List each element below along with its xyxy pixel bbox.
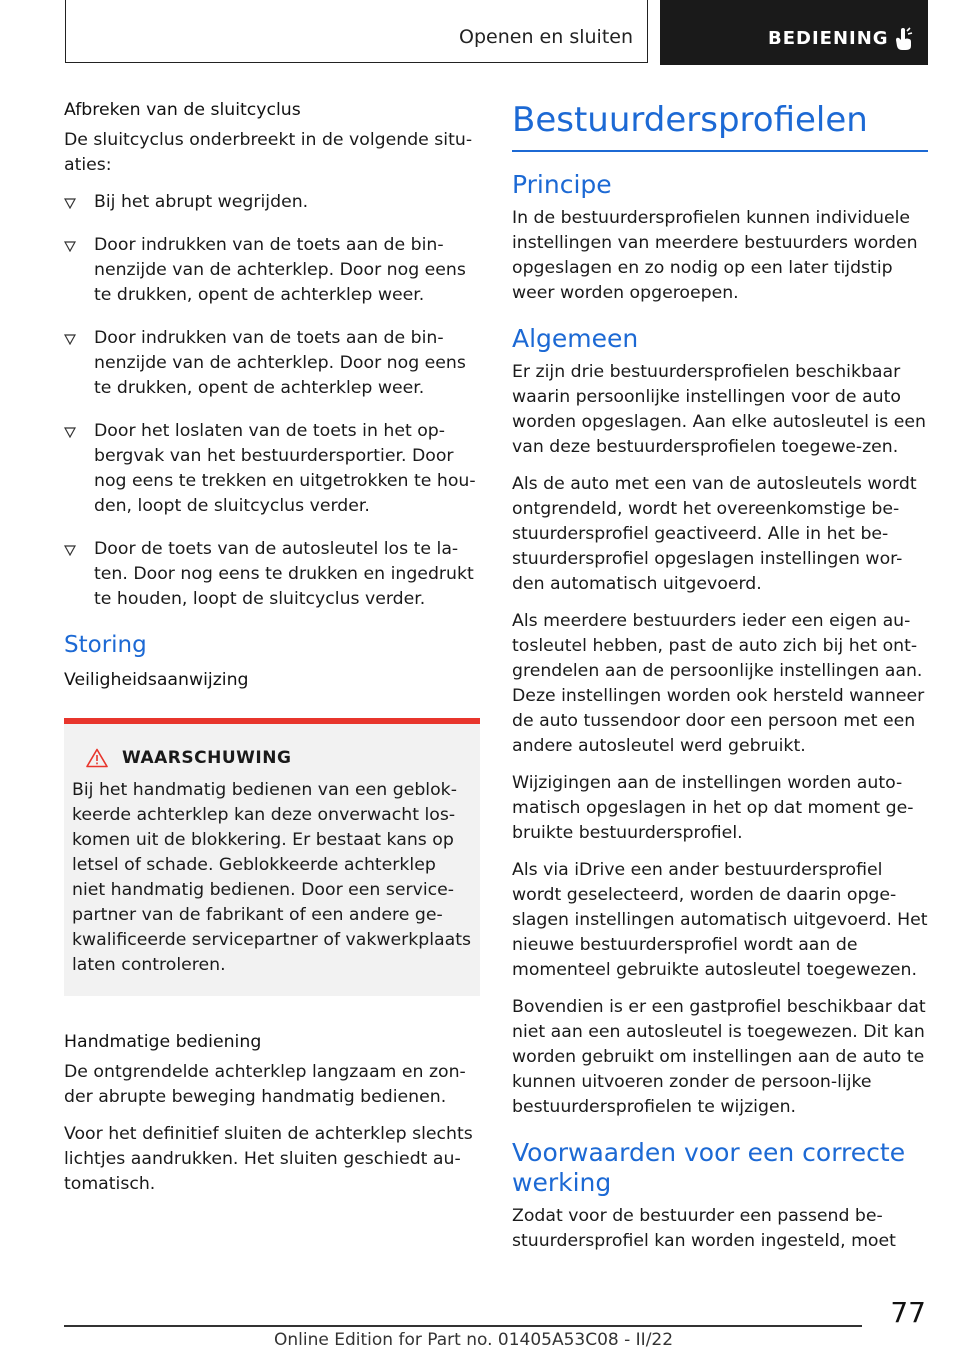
triangle-bullet-icon (64, 545, 76, 556)
heading-principe: Principe (512, 169, 612, 199)
heading-manual: Handmatige bediening (64, 1032, 262, 1052)
paragraph-algemeen-5: Als via iDrive een ander bestuurdersprofiel wordt geselecteerd, worden de daarin opge-slagen instellingen automatisch uitgevoerd. Het nieuwe bestuurdersprofiel wordt aan de momenteel gebruikte autosleutel toegewezen. (512, 859, 928, 980)
section-title-profiles: Bestuurdersprofielen (512, 100, 868, 140)
heading-voorwaarden: Voorwaarden voor een correcte werking (512, 1137, 906, 1197)
paragraph-manual-2: Voor het definitief sluiten de achterklep slechts lichtjes aandrukken. Het sluiten geschiedt au-tomatisch. (64, 1124, 473, 1194)
page-header (65, 0, 928, 65)
list-item-text: Door indrukken van de toets aan de bin-nenzijde van de achterklep. Door nog eens te drukken, opent de achterklep weer. (94, 235, 466, 305)
paragraph-algemeen-4: Wijzigingen aan de instellingen worden auto-matisch opgeslagen in het op dat moment ge-bruikte bestuurdersprofiel. (512, 772, 914, 843)
right-column (512, 100, 928, 1266)
warning-title: WAARSCHUWING (122, 748, 292, 768)
paragraph-algemeen-6: Bovendien is er een gastprofiel beschikbaar dat niet aan een autosleutel is toegewezen. Dit kan worden gebruikt om instellingen aan de auto te kunnen uitvoeren zonder de persoon-lijke bestuurdersprofielen te wijzigen. (512, 996, 926, 1117)
triangle-bullet-icon (64, 334, 76, 345)
list-item-text: Door de toets van de autosleutel los te la-ten. Door nog eens te drukken en ingedrukt te houden, loopt de sluitcyclus verder. (94, 539, 474, 609)
paragraph-manual-1: De ontgrendelde achterklep langzaam en zon-der abrupte beweging handmatig bedienen. (64, 1062, 466, 1107)
footer-edition: Online Edition for Part no. 01405A53C08 - II/22 (274, 1330, 674, 1350)
heading-storing: Storing (64, 632, 147, 658)
list-item (64, 419, 480, 519)
paragraph-algemeen-3: Als meerdere bestuurders ieder een eigen au-tosleutel hebben, past de auto zich bij het ont-grendelen aan de persoonlijke instellingen aan. Deze instellingen worden ook hersteld wanneer de auto tussendoor door een persoon met een andere autosleutel werd gebruikt. (512, 610, 925, 756)
warning-text: Bij het handmatig bedienen van een geblok-keerde achterklep kan deze onverwacht los-komen uit de blokkering. Er bestaat kans op letsel of schade. Geblokkeerde achterklep niet handmatig bedienen. Door een service-partner van de fabrikant of een andere ge-kwalificeerde servicepartner of vakwerkplaats laten controleren. (72, 780, 471, 975)
list-item (64, 233, 480, 308)
list-item (64, 190, 480, 215)
chapter-title: BEDIENING (768, 28, 889, 49)
paragraph-algemeen-1: Er zijn drie bestuurdersprofielen beschikbaar waarin persoonlijke instellingen voor de auto worden opgeslagen. Aan elke autosleutel is een van deze bestuurdersprofielen toegewe-zen. (512, 361, 926, 457)
triangle-bullet-icon (64, 427, 76, 438)
list-item (64, 537, 480, 612)
footer-divider (64, 1325, 862, 1327)
list-item (64, 326, 480, 401)
warning-box (64, 718, 480, 996)
left-column (64, 100, 480, 1209)
heading-interrupt: Afbreken van de sluitcyclus (64, 100, 301, 120)
paragraph-principe: In de bestuurdersprofielen kunnen individuele instellingen van meerdere bestuurders worden opgeslagen en zo nodig op een later tijdstip weer worden opgeroepen. (512, 207, 918, 303)
warning-title-row (72, 748, 472, 768)
chapter-tab (660, 0, 928, 65)
hand-pointer-icon (892, 26, 914, 52)
heading-safety: Veiligheidsaanwijzing (64, 670, 249, 690)
paragraph-interrupt: De sluitcyclus onderbreekt in de volgende situ-aties: (64, 130, 473, 175)
section-title: Openen en sluiten (459, 26, 633, 48)
paragraph-algemeen-2: Als de auto met een van de autosleutels wordt ontgrendeld, wordt het overeenkomstige be-stuurdersprofiel geactiveerd. Alle in het be-stuurdersprofiel opgeslagen instellingen wor-den automatisch uitgevoerd. (512, 473, 917, 594)
title-divider (512, 150, 928, 152)
heading-algemeen: Algemeen (512, 323, 639, 353)
interrupt-list (64, 190, 480, 612)
list-item-text: Bij het abrupt wegrijden. (94, 192, 309, 212)
list-item-text: Door het loslaten van de toets in het op-bergvak van het bestuurdersportier. Door nog eens te trekken en uitgetrokken te hou-den, loopt de sluitcyclus verder. (94, 421, 476, 516)
triangle-bullet-icon (64, 198, 76, 209)
list-item-text: Door indrukken van de toets aan de bin-nenzijde van de achterklep. Door nog eens te drukken, opent de achterklep weer. (94, 328, 466, 398)
page-number: 77 (890, 1296, 926, 1329)
triangle-bullet-icon (64, 241, 76, 252)
paragraph-voorwaarden: Zodat voor de bestuurder een passend be-stuurdersprofiel kan worden ingesteld, moet (512, 1205, 896, 1251)
warning-triangle-icon (86, 748, 108, 768)
section-tab (65, 0, 648, 63)
